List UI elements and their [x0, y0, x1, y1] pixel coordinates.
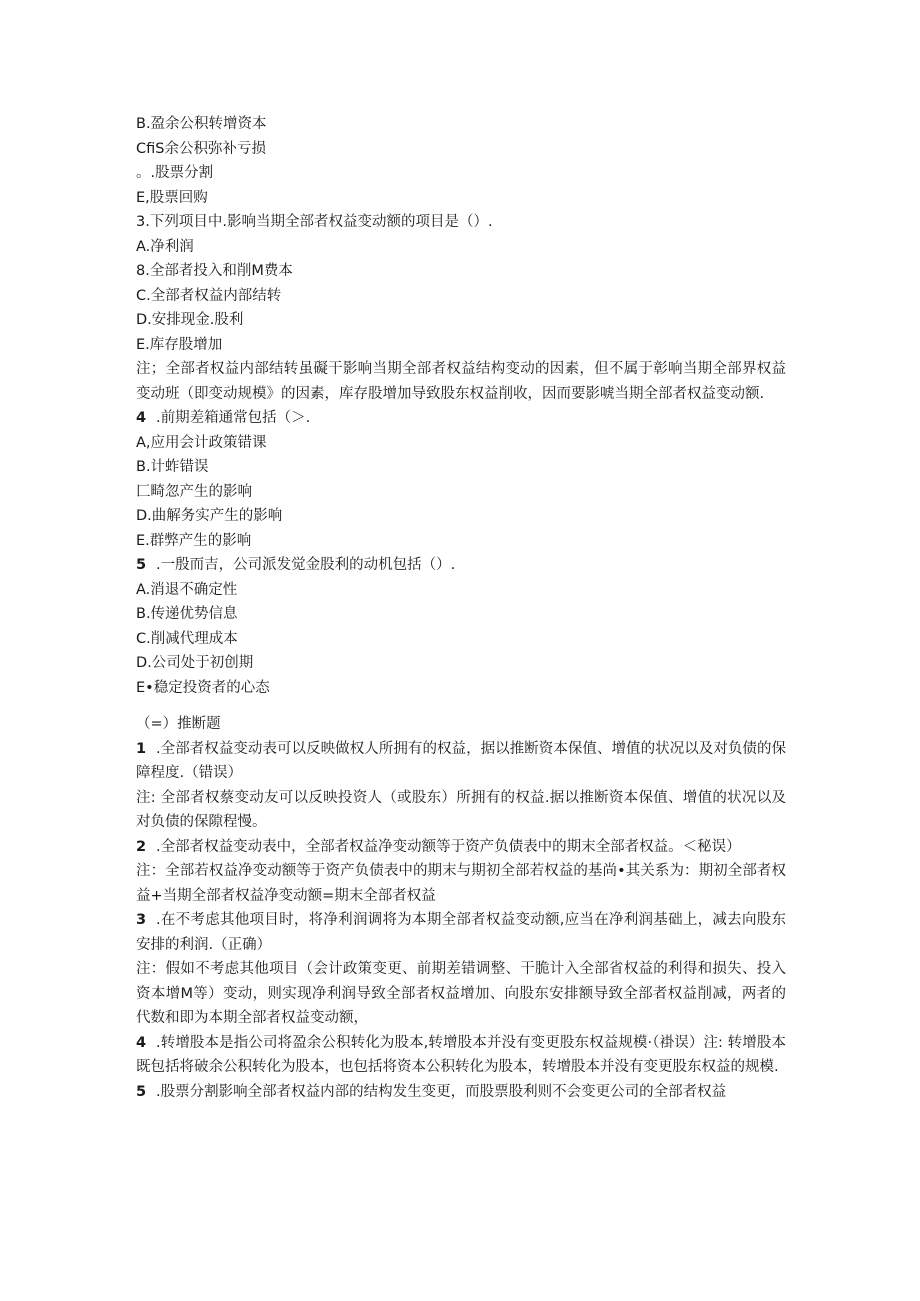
judgment-item-3 [136, 908, 786, 957]
judgment-note-3: 注：假如不考虑其他项目（会计政策变更、前期差错调整、干脆计入全部省权益的利得和损失、投入资本增M等）变动，则实现净利润导致全部者权益增加、向股东安排额导致全部者权益削减，两者的代数和即为本期全部者权益变动额， [136, 961, 786, 1026]
option-line: E.群弊产生的影响 [136, 532, 252, 549]
item-number: 3 [136, 912, 147, 928]
document-page [136, 112, 786, 1104]
judgment-item-1 [136, 737, 786, 786]
item-number: 4 [136, 1034, 147, 1051]
question-3-note: 注；全部者权益内部结转虽礙干影响当期全部者权益结构变动的因素，但不属于彰响当期全部界权益变动班（即变动规模》的因素，库存股增加导致股东权益削收，因而要影唬当期全部者权益变动额. [136, 361, 786, 402]
item-text: .在不考虑其他项目时，将净利润调将为本期全部者权益变动额,应当在净利润基础上，减去向股东安排的利润.（正确） [136, 912, 786, 953]
judgment-note-2: 注：全部若权益净变动额等于资产负债表中的期末与期初全部若权益的基尚•其关系为：期初全部者权益+当期全部者权益净变动额=期末全部者权益 [136, 863, 786, 904]
option-line: CfiS余公积弥补亏损 [136, 140, 266, 157]
judgment-note-1: 注: 全部者权蔡变动友可以反映投资人（或股东）所拥有的权益.据以推断资本保值、增值的状况以及对负债的保隙程慢。 [136, 789, 786, 830]
option-line: A,应用会计政策错课 [136, 434, 267, 451]
option-line: C.削减代理成本 [136, 630, 238, 647]
item-text: .全部者权益变动表可以反映做权人所拥有的权益，据以推断资本保值、增值的状况以及对负债的保障程度.（错误） [136, 740, 786, 781]
question-5-stem [136, 553, 786, 578]
question-number: 5 [136, 557, 147, 573]
option-line: C.全部者权益内部结转 [136, 287, 282, 304]
item-text: .转增股本是指公司将盈余公积转化为股本,转增股本并没有变更股东权益规模·（褂误）注: 转增股本既包括将破余公积转化为股本，也包括将资本公积转化为股本，转增股本并没有变更股东权益的规模. [136, 1034, 786, 1075]
item-number: 5 [136, 1083, 147, 1100]
option-line: A.消退不确定性 [136, 581, 238, 598]
judgment-item-4 [136, 1031, 786, 1080]
option-line: E,股票回购 [136, 189, 208, 206]
question-4-stem [136, 406, 786, 431]
section-heading: （=）推断题 [136, 716, 221, 732]
option-line: 匚畸忽产生的影响 [136, 483, 252, 500]
option-line: B.传递优势信息 [136, 606, 238, 622]
option-line: B.计蚱错误 [136, 459, 209, 475]
question-text: .一殷而吉，公司派发觉金股利的动机包括（）. [156, 557, 456, 573]
question-number: 4 [136, 410, 147, 426]
item-number: 1 [136, 740, 147, 757]
option-line: E.库存股增加 [136, 336, 223, 353]
option-line: D.公司处于初创期 [136, 655, 254, 671]
option-line: B.盈余公积转增资本 [136, 116, 267, 132]
option-line: 。.股票分割 [136, 165, 214, 181]
spacer [136, 700, 786, 712]
option-line: 8.全部者投入和削M费本 [136, 263, 293, 279]
option-line: A.净利润 [136, 238, 194, 255]
item-text: .股票分割影响全部者权益内部的结构发生变更，而股票股利则不会变更公司的全部者权益 [156, 1083, 727, 1100]
option-line: D.安排现金.股利 [136, 312, 244, 328]
item-number: 2 [136, 838, 147, 855]
judgment-item-2 [136, 835, 786, 860]
option-line: D.曲解务实产生的影响 [136, 508, 283, 524]
judgment-item-5 [136, 1080, 786, 1105]
question-text: .前期差箱通常包括（＞. [156, 410, 311, 426]
item-text: .全部者权益变动表中，全部者权益净变动额等于资产负债表中的期末全部者权益。＜秘误） [156, 838, 741, 855]
option-line: E•稳定投资者的心态 [136, 679, 270, 696]
question-3-stem: 3.下列项目中.影响当期全部者权益变动额的项目是（）. [136, 214, 493, 230]
